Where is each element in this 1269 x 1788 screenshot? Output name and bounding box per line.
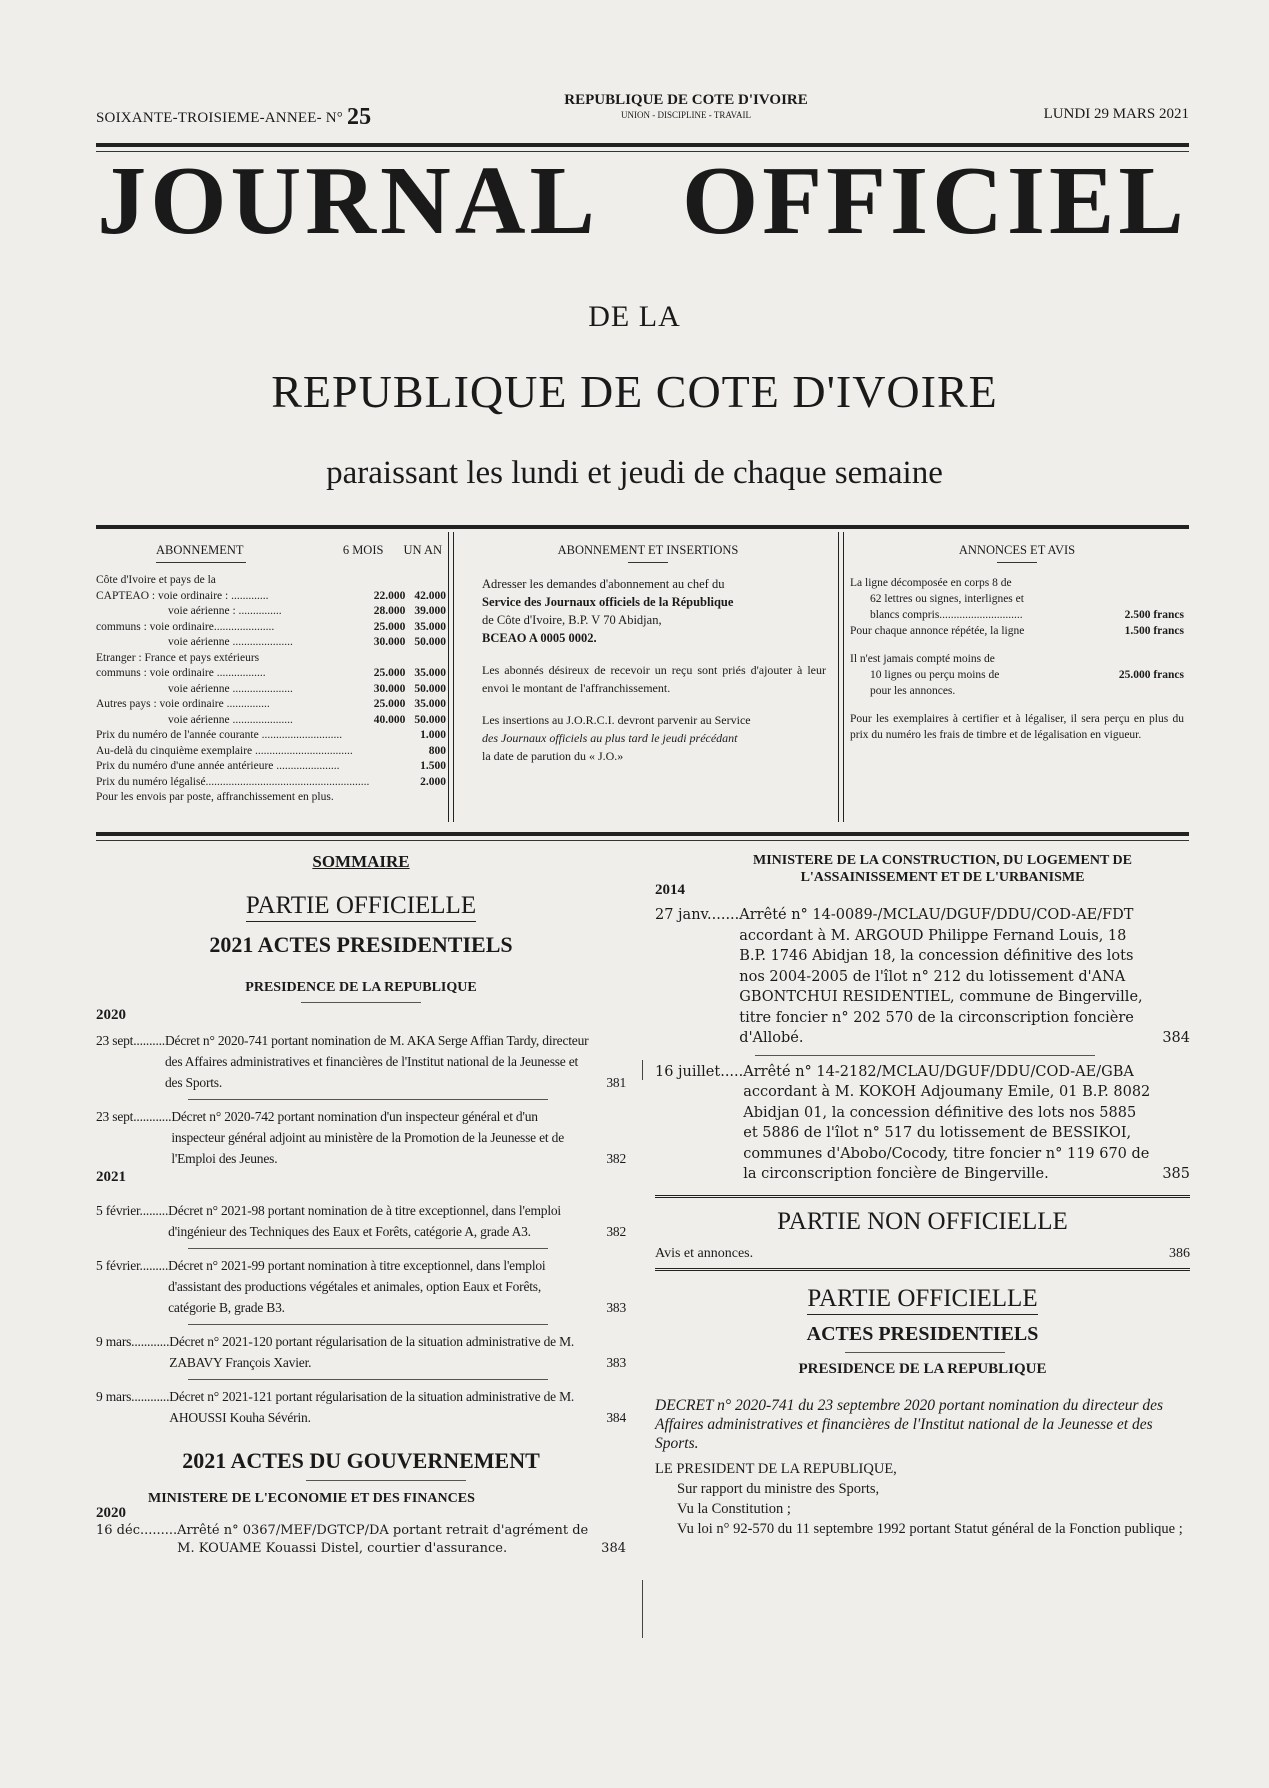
entry-date: 23 sept..........	[96, 1033, 165, 1048]
avis-label: Avis et annonces.	[655, 1245, 754, 1261]
right-column	[655, 852, 1190, 1539]
abonnement-col-1an: UN AN	[403, 543, 442, 557]
section-rule	[655, 1195, 1190, 1198]
entry-page: 384	[601, 1541, 626, 1556]
decret-title: DECRET n° 2020-741 du 23 septembre 2020 portant nomination du directeur des Affaires administratives et financières de l'Institut national de la Jeunesse et des Sports.	[655, 1396, 1164, 1452]
vu-line: Vu la Constitution ;	[677, 1500, 791, 1517]
row-6mois	[369, 651, 405, 667]
entry-page: 383	[606, 1355, 626, 1370]
row-label: voie aérienne : ...............	[168, 605, 282, 617]
price-label: Prix du numéro d'une année antérieure ......................	[96, 760, 340, 772]
list-item	[96, 1522, 626, 1558]
issue-info	[96, 104, 371, 131]
masthead-title: JOURNAL OFFICIEL	[97, 147, 1188, 255]
table-row	[96, 651, 446, 667]
list-item	[96, 1386, 626, 1428]
list-item	[96, 1255, 626, 1318]
masthead-frequency: paraissant les lundi et jeudi de chaque semaine	[326, 455, 943, 491]
entry-date: 5 février.........	[96, 1203, 169, 1218]
annonces-minimum	[850, 651, 1184, 699]
entry-page: 385	[1162, 1166, 1190, 1182]
sommaire-title: SOMMAIRE	[312, 852, 410, 871]
annonces-tariff	[850, 575, 1184, 639]
year-label: 2014	[655, 882, 685, 898]
price-label: Prix du numéro de l'année courante ............................	[96, 729, 343, 741]
list-item	[96, 1200, 626, 1242]
abonnement-footer: Pour les envois par poste, affranchissement en plus.	[96, 791, 334, 803]
list-item	[655, 905, 1190, 1049]
price-line	[850, 623, 1184, 639]
row-label: communs : voie ordinaire .................	[96, 667, 266, 679]
text-line: La ligne décomposée en corps 8 de	[850, 577, 1012, 589]
row-6mois	[369, 573, 405, 589]
annonces-column	[844, 532, 1190, 822]
insertions-paragraph-3	[482, 711, 826, 765]
price-label: Au-delà du cinquième exemplaire ..................................	[96, 744, 353, 757]
year-issue-prefix: SOIXANTE-TROISIEME-ANNEE- N°	[96, 110, 343, 126]
abonnement-col-6mois: 6 MOIS	[342, 543, 384, 557]
year-label: 2020	[96, 1505, 126, 1521]
row-label: Autres pays : voie ordinaire ...............	[96, 698, 270, 710]
row-label: voie aérienne .....................	[168, 682, 293, 695]
annonces-heading-rule	[997, 562, 1037, 563]
table-row	[96, 697, 446, 713]
text-line: blancs compris.............................	[870, 609, 1023, 621]
price-value: 1.500	[420, 760, 446, 772]
info-box	[96, 532, 1190, 822]
price-row	[96, 775, 446, 791]
entry-date: 23 sept............	[96, 1109, 172, 1124]
entry-page: 384	[1162, 1030, 1190, 1046]
list-item	[96, 1030, 626, 1093]
text-line: Pour chaque annonce répétée, la ligne	[850, 625, 1025, 637]
row-1an: 50.000	[414, 682, 446, 695]
row-1an	[405, 573, 446, 589]
text-line: BCEAO A 0005 0002.	[482, 631, 597, 645]
entry-page: 381	[606, 1075, 626, 1090]
partie-officielle-heading	[96, 892, 626, 920]
price-row	[96, 728, 446, 744]
entry-text: Arrêté n° 0367/MEF/DGTCP/DA portant retrait d'agrément de M. KOUAME Kouassi Distel, courtier d'assurance.	[177, 1523, 589, 1556]
motto: UNION - DISCIPLINE - TRAVAIL	[621, 110, 751, 120]
infobox-rule-top	[96, 525, 1189, 529]
price-line	[850, 607, 1184, 623]
infobox-rule-bottom	[96, 832, 1189, 836]
ministere-construction-heading: MINISTERE DE LA CONSTRUCTION, DU LOGEMENT DE L'ASSAINISSEMENT ET DE L'URBANISME	[753, 853, 1132, 885]
insertions-paragraph-2: Les abonnés désireux de recevoir un reçu sont priés d'ajouter à leur envoi le montant de l'affranchissement.	[482, 663, 826, 695]
price-row	[96, 744, 446, 760]
table-row	[96, 790, 446, 806]
actes-presidentiels-heading: 2021 ACTES PRESIDENTIELS	[209, 932, 513, 957]
text-line: Il n'est jamais compté moins de	[850, 653, 995, 665]
entry-text: Décret n° 2021-98 portant nomination de à titre exceptionnel, dans l'emploi d'ingénieur des Techniques des Eaux et Forêts, catégorie A, grade A3.	[168, 1203, 561, 1239]
actes-gouvernement-heading: 2021 ACTES DU GOUVERNEMENT	[182, 1448, 540, 1473]
actes-presidentiels-heading: ACTES PRESIDENTIELS	[806, 1322, 1039, 1345]
row-label: communs : voie ordinaire.....................	[96, 620, 275, 633]
masthead-de-la: DE LA	[588, 300, 681, 333]
entry-page: 382	[606, 1224, 626, 1239]
body-column-divider	[642, 1060, 643, 1080]
table-row	[96, 682, 446, 698]
row-label: CAPTEAO : voie ordinaire : .............	[96, 589, 269, 602]
text-line: 10 lignes ou perçu moins de	[870, 669, 1000, 681]
price-row	[96, 759, 446, 775]
row-6mois: 25.000	[373, 667, 406, 679]
text-line: de Côte d'Ivoire, B.P. V 70 Abidjan,	[482, 613, 662, 627]
abonnement-heading: ABONNEMENT	[156, 543, 244, 557]
infobox-rule-bottom-thin	[96, 840, 1189, 841]
abonnement-column	[96, 532, 446, 822]
vu-line: Sur rapport du ministre des Sports,	[677, 1480, 880, 1497]
avis-page: 386	[1169, 1245, 1190, 1261]
top-line	[96, 92, 1189, 132]
row-1an	[405, 651, 446, 667]
heading-text: PARTIE OFFICIELLE	[246, 892, 476, 922]
entry-date: 9 mars............	[96, 1389, 170, 1404]
sommaire-column	[96, 852, 626, 1558]
insertions-column	[458, 532, 838, 822]
divider	[845, 1352, 1005, 1353]
price-value: 1.000	[420, 729, 446, 741]
issue-number: 25	[346, 104, 372, 130]
divider	[306, 1480, 466, 1481]
text-line: Service des Journaux officiels de la République	[482, 595, 734, 609]
text-line: pour les annonces.	[870, 685, 956, 697]
row-6mois: 22.000	[373, 589, 406, 602]
ministere-economie-heading: MINISTERE DE L'ECONOMIE ET DES FINANCES	[148, 1491, 475, 1506]
entry-date: 9 mars............	[96, 1334, 170, 1349]
price-value: 2.500 francs	[1124, 609, 1184, 621]
entry-text: Décret n° 2020-741 portant nomination de M. AKA Serge Affian Tardy, directeur des Affaires administratives et financières de l'Institut national de la Jeunesse et des Sports.	[164, 1033, 589, 1090]
column-divider	[448, 532, 454, 822]
annonces-heading: ANNONCES ET AVIS	[958, 543, 1076, 557]
price-value: 25.000 francs	[1118, 669, 1184, 681]
text-line: Adresser les demandes d'abonnement au chef du	[482, 577, 725, 591]
price-label: Prix du numéro légalisé.........................................................	[96, 775, 370, 788]
abonnement-header	[96, 542, 446, 558]
row-label: Etranger : France et pays extérieurs	[96, 651, 260, 664]
abonnement-heading-rule	[156, 562, 246, 563]
text-line: des Journaux officiels au plus tard le jeudi précédant	[482, 731, 738, 745]
entry-page: 383	[606, 1300, 626, 1315]
vu-line: Vu loi n° 92-570 du 11 septembre 1992 portant Statut général de la Fonction publique ;	[677, 1520, 1183, 1537]
partie-non-officielle-heading: PARTIE NON OFFICIELLE	[777, 1207, 1068, 1235]
entry-date: 5 février.........	[96, 1258, 169, 1273]
table-row	[96, 666, 446, 682]
year-label: 2020	[96, 1007, 126, 1023]
divider	[301, 1002, 421, 1003]
price-line	[850, 667, 1184, 683]
row-1an: 35.000	[414, 620, 446, 633]
country-name: REPUBLIQUE DE COTE D'IVOIRE	[564, 92, 808, 108]
list-item	[96, 1106, 626, 1169]
row-1an: 35.000	[414, 698, 446, 710]
row-6mois: 40.000	[373, 713, 406, 726]
avis-row	[655, 1246, 1190, 1271]
presidence-heading: PRESIDENCE DE LA REPUBLIQUE	[798, 1360, 1047, 1377]
le-president: LE PRESIDENT DE LA REPUBLIQUE,	[655, 1460, 897, 1477]
text-line: Les insertions au J.O.R.C.I. devront parvenir au Service	[482, 713, 751, 727]
price-value: 800	[428, 744, 446, 757]
row-1an: 39.000	[414, 605, 446, 617]
row-6mois: 28.000	[373, 605, 406, 617]
row-1an: 42.000	[414, 589, 446, 602]
row-1an: 50.000	[414, 636, 446, 648]
table-row	[96, 604, 446, 620]
entry-date: 16 juillet.....	[655, 1063, 744, 1080]
annonces-legalisation: Pour les exemplaires à certifier et à légaliser, il sera perçu en plus du prix du numéro les frais de timbre et de légalisation en vigueur.	[850, 713, 1184, 741]
row-6mois: 25.000	[373, 698, 406, 710]
entry-text: Arrêté n° 14-2182/MCLAU/DGUF/DDU/COD-AE/GBA accordant à M. KOKOH Adjoumany Emile, 01 B.P. 8082 Abidjan 01, la concession définitive des lots nos 5885 et 5886 de l'îlot n° 517 du lotissement de BESSIKOI, communes d'Abobo/Cocody, titre foncier n° 119 670 de la circonscription foncière de Bingerville.	[743, 1063, 1151, 1182]
list-item	[96, 1331, 626, 1373]
row-6mois: 25.000	[373, 620, 406, 633]
divider	[188, 1099, 548, 1100]
presidence-heading: PRESIDENCE DE LA REPUBLIQUE	[245, 980, 477, 995]
insertions-heading: ABONNEMENT ET INSERTIONS	[557, 543, 739, 557]
divider	[188, 1324, 548, 1325]
row-label: voie aérienne .....................	[168, 713, 293, 726]
price-value: 2.000	[420, 775, 446, 788]
issue-date: LUNDI 29 MARS 2021	[1043, 106, 1189, 122]
row-label: voie aérienne .....................	[168, 636, 293, 648]
entry-text: Décret n° 2021-99 portant nomination à titre exceptionnel, dans l'emploi d'assistant des productions végétales et animales, option Eaux et Forêts, catégorie B, grade B3.	[168, 1258, 546, 1315]
heading-text: PARTIE OFFICIELLE	[807, 1285, 1037, 1315]
entry-text: Arrêté n° 14-0089-/MCLAU/DGUF/DDU/COD-AE/FDT accordant à M. ARGOUD Philippe Fernand Louis, 18 B.P. 1746 Abidjan 18, la concession définitive des lots nos 2004-2005 de l'îlot n° 212 du lotissement d'ANA GBONTCHUI RESIDENTIEL, commune de Bingerville, titre foncier n° 202 570 de la circonscription foncière d'Allobé.	[739, 907, 1143, 1046]
text-line: la date de parution du « J.O.»	[482, 749, 624, 763]
partie-officielle-heading	[655, 1285, 1190, 1313]
table-row	[96, 620, 446, 636]
entry-text: Décret n° 2021-121 portant régularisation de la situation administrative de M. AHOUSSI Kouha Sévérin.	[169, 1389, 575, 1425]
table-row	[96, 713, 446, 729]
row-6mois: 30.000	[373, 636, 406, 648]
abonnement-table	[96, 573, 446, 806]
entry-text: Décret n° 2020-742 portant nomination d'un inspecteur général et d'un inspecteur général adjoint au ministère de la Promotion de la Jeunesse et de l'Emploi des Jeunes.	[171, 1109, 564, 1166]
entry-date: 27 janv.......	[655, 907, 740, 923]
row-label: Côte d'Ivoire et pays de la	[96, 574, 216, 586]
table-row	[96, 589, 446, 605]
price-value: 1.500 francs	[1124, 625, 1184, 637]
masthead-republique: REPUBLIQUE DE COTE D'IVOIRE	[271, 366, 998, 417]
text-line: 62 lettres ou signes, interlignes et	[870, 593, 1024, 605]
entry-page: 382	[606, 1151, 626, 1166]
table-row	[96, 635, 446, 651]
row-1an: 35.000	[414, 667, 446, 679]
row-1an: 50.000	[414, 713, 446, 726]
insertions-heading-rule	[628, 562, 668, 563]
insertions-paragraph-1	[482, 575, 826, 647]
row-6mois: 30.000	[373, 682, 406, 695]
divider	[188, 1248, 548, 1249]
entry-page: 384	[606, 1410, 626, 1425]
table-row	[96, 573, 446, 589]
list-item	[655, 1062, 1190, 1185]
divider	[755, 1055, 1095, 1056]
divider	[188, 1379, 548, 1380]
entry-date: 16 déc.........	[96, 1523, 178, 1538]
entry-text: Décret n° 2021-120 portant régularisation de la situation administrative de M. ZABAVY François Xavier.	[169, 1334, 575, 1370]
country-block	[526, 92, 846, 120]
body-column-divider	[642, 1580, 643, 1638]
year-label: 2021	[96, 1169, 126, 1185]
